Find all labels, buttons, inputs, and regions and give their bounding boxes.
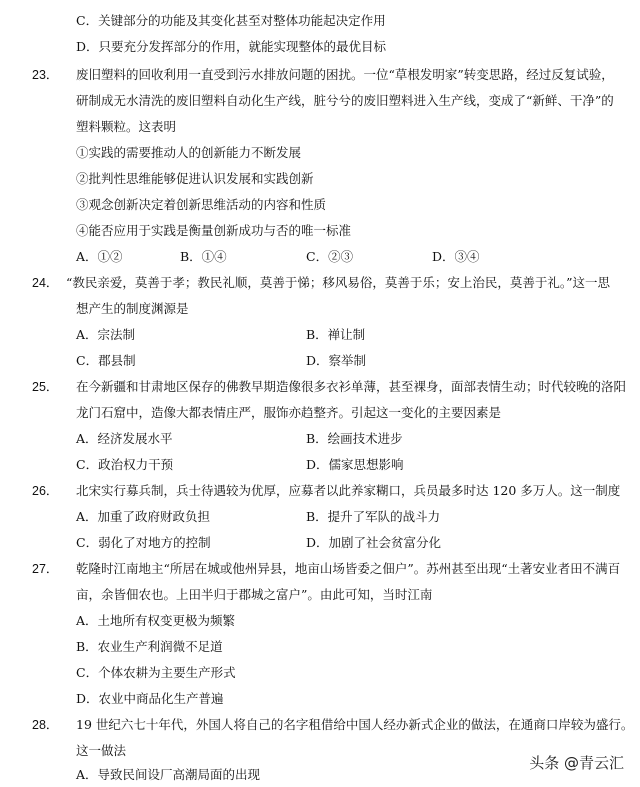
q23-option-d: D．③④	[432, 249, 480, 264]
q23-statement-2: ②批判性思维能够促进认识发展和实践创新	[76, 171, 314, 186]
q25-number: 25．	[32, 380, 59, 394]
q23-statement-1: ①实践的需要推动人的创新能力不断发展	[76, 145, 302, 160]
q23-stem-line3: 塑料颗粒。这表明	[76, 119, 177, 134]
q23-number: 23．	[32, 68, 59, 82]
q23-option-c: C．②③	[306, 249, 354, 264]
q23-statement-3: ③观念创新决定着创新思维活动的内容和性质	[76, 197, 327, 212]
q26-option-a: A．加重了政府财政负担	[76, 509, 211, 524]
q25-stem-line1: 在今新疆和甘肃地区保存的佛教早期造像很多衣衫单薄，甚至裸身，面部表情生动；时代较晚的洛阳	[76, 379, 627, 394]
q26-option-b: B．提升了军队的战斗力	[306, 509, 441, 524]
q27-option-d: D．农业中商品化生产普遍	[76, 691, 224, 706]
q25-option-c: C．政治权力干预	[76, 457, 174, 472]
q27-number: 27．	[32, 562, 59, 576]
q26-option-c: C．弱化了对地方的控制	[76, 535, 211, 550]
watermark: 头条 @青云汇	[525, 750, 628, 775]
q27-option-a: A．土地所有权变更极为频繁	[76, 613, 236, 628]
q26-option-d: D．加剧了社会贫富分化	[306, 535, 442, 550]
q23-stem-line1: 废旧塑料的回收利用一直受到污水排放问题的困扰。一位“草根发明家”转变思路，经过反复试验，	[76, 67, 614, 82]
q28-stem-line1: 19 世纪六七十年代，外国人将自己的名字租借给中国人经办新式企业的做法，在通商口岸较为盛行。	[76, 717, 634, 732]
q22-option-c: C．关键部分的功能及其变化甚至对整体功能起决定作用	[76, 13, 386, 28]
q25-stem-line2: 龙门石窟中，造像大都表情庄严，服饰亦趋整齐。引起这一变化的主要因素是	[76, 405, 502, 420]
q24-option-b: B．禅让制	[306, 327, 366, 342]
q22-option-d: D．只要充分发挥部分的作用，就能实现整体的最优目标	[76, 39, 387, 54]
q23-option-a: A．①②	[76, 249, 123, 264]
q24-number: 24．	[32, 276, 59, 290]
q24-option-c: C．郡县制	[76, 353, 136, 368]
q25-option-a: A．经济发展水平	[76, 431, 173, 446]
q28-stem-line2: 这一做法	[76, 743, 127, 758]
q24-option-d: D．察举制	[306, 353, 367, 368]
q25-option-b: B．绘画技术进步	[306, 431, 403, 446]
q24-stem-line1: “教民亲爱，莫善于孝；教民礼顺，莫善于悌；移风易俗，莫善于乐；安上治民，莫善于礼。”这一思	[66, 275, 611, 290]
q23-statement-4: ④能否应用于实践是衡量创新成功与否的唯一标准	[76, 223, 352, 238]
q26-number: 26．	[32, 484, 59, 498]
q27-option-c: C．个体农耕为主要生产形式	[76, 665, 236, 680]
q27-stem-line2: 亩，余皆佃农也。上田半归于郡城之富户”。由此可知，当时江南	[76, 587, 433, 602]
q27-stem-line1: 乾隆时江南地主“所居在城或他州异县，地亩山场皆委之佃户”。苏州甚至出现“土著安业者田不满百	[76, 561, 621, 576]
q23-option-b: B．①④	[180, 249, 227, 264]
q24-option-a: A．宗法制	[76, 327, 136, 342]
q23-stem-line2: 研制成无水清洗的废旧塑料自动化生产线，脏兮兮的废旧塑料进入生产线，变成了“新鲜、干净”的	[76, 93, 614, 108]
q27-option-b: B．农业生产利润微不足道	[76, 639, 223, 654]
q28-option-a: A．导致民间设厂高潮局面的出现	[76, 767, 261, 782]
q25-option-d: D．儒家思想影响	[306, 457, 404, 472]
q24-stem-line2: 想产生的制度渊源是	[76, 301, 189, 316]
q26-stem-line1: 北宋实行募兵制，兵士待遇较为优厚，应募者以此养家糊口，兵员最多时达 120 多万人。这一制度	[76, 483, 621, 498]
q28-number: 28．	[32, 718, 59, 732]
